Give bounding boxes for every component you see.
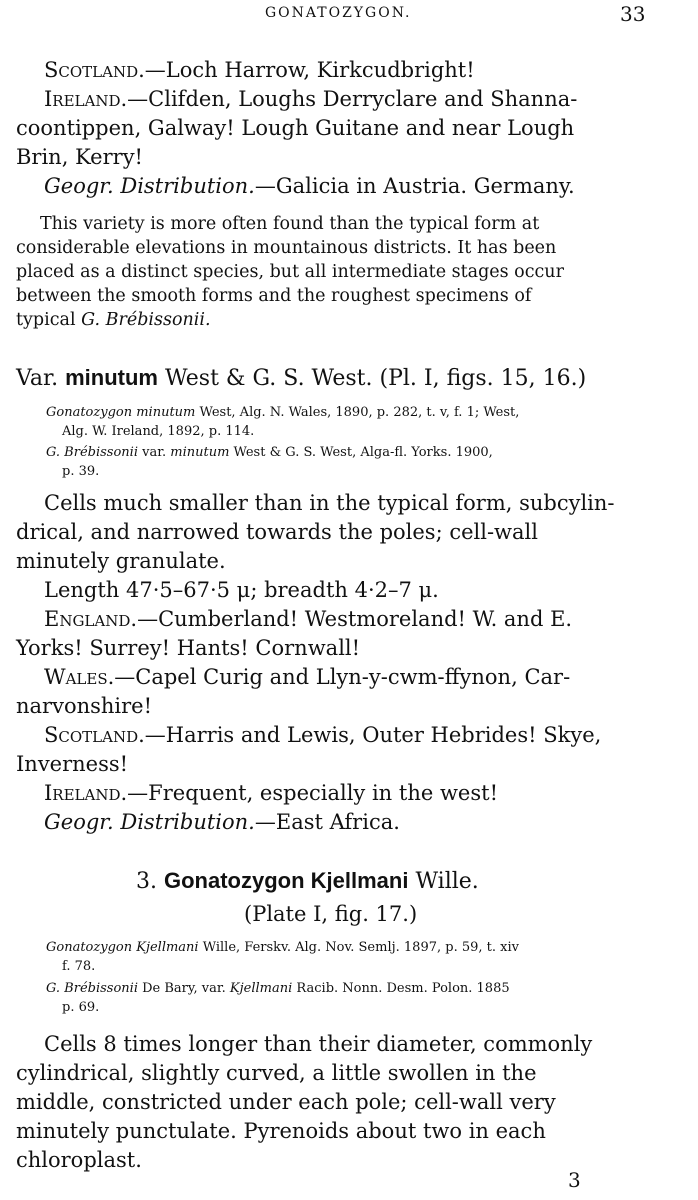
scotland-text: —Harris and Lewis, Outer Hebrides! Skye, [144, 723, 602, 747]
synonym-citation: West & G. S. West, Alga-fl. Yorks. 1900, [229, 445, 493, 460]
scotland-label: Scotland. [44, 723, 145, 747]
species-3-synonym-2-line1 [46, 981, 510, 996]
geogr-distribution-2 [44, 810, 400, 834]
scotland-record [44, 58, 475, 82]
wales-label: Wales. [44, 665, 115, 689]
note-line-2: considerable elevations in mountainous districts. It has been [16, 238, 557, 258]
note-line-1: This variety is more often found than the typical form at [40, 214, 540, 234]
scotland-record-line1 [44, 723, 601, 747]
synonym-epithet: minutum [170, 445, 230, 460]
geogr-text: —Galicia in Austria. Germany. [254, 174, 575, 198]
geogr-text: —East Africa. [254, 810, 400, 834]
note-line-3: placed as a distinct species, but all intermediate stages occur [16, 262, 564, 282]
geogr-distribution [44, 174, 575, 198]
note-text: typical [16, 310, 82, 330]
species-3-synonym-1-line2: f. 78. [62, 959, 96, 974]
ireland-text-1: —Clifden, Loughs Derryclare and Shanna- [127, 87, 578, 111]
wales-text: —Capel Curig and Llyn-y-cwm-ffynon, Car- [114, 665, 571, 689]
species-3-description-2: cylindrical, slightly curved, a little swollen in the [16, 1061, 537, 1085]
scotland-text: —Loch Harrow, Kirkcudbright! [144, 58, 475, 82]
synonym-2-line2: p. 39. [62, 464, 100, 479]
geogr-label: Geogr. Distribution. [44, 174, 255, 198]
england-record-line1 [44, 607, 572, 631]
geogr-label: Geogr. Distribution. [44, 810, 255, 834]
signature-mark: 3 [568, 1168, 581, 1192]
synonym-epithet: Kjellmani [229, 981, 293, 996]
synonym-1-line2: Alg. W. Ireland, 1892, p. 114. [62, 424, 255, 439]
running-title: GONATOZYGON. [265, 5, 412, 21]
var-name: minutum [65, 365, 158, 390]
england-text: —Cumberland! Westmoreland! W. and E. [137, 607, 573, 631]
species-name: Gonatozygon Kjellmani [163, 868, 409, 893]
note-line-4: between the smooth forms and the roughest specimens of [16, 286, 532, 306]
wales-record-line1 [44, 665, 570, 689]
synonym-citation: Racib. Nonn. Desm. Polon. 1885 [292, 981, 510, 996]
scotland-label: Scotland. [44, 58, 145, 82]
synonym-name: Gonatozygon minutum [46, 405, 196, 420]
species-name: G. Brébissonii. [81, 310, 211, 330]
ireland-record [44, 781, 498, 805]
dimensions: Length 47·5–67·5 μ; breadth 4·2–7 μ. [44, 578, 439, 602]
wales-record-line2: narvonshire! [16, 694, 153, 718]
synonym-name: G. Brébissonii [46, 981, 138, 996]
description-line-2: drical, and narrowed towards the poles; cell-wall [16, 520, 538, 544]
scotland-record-line2: Inverness! [16, 752, 129, 776]
page-number: 33 [620, 2, 646, 26]
description-line-1: Cells much smaller than in the typical form, subcylin- [44, 491, 615, 515]
synonym-citation: Wille, Ferskv. Alg. Nov. Semlj. 1897, p. 59, t. xiv [198, 940, 519, 955]
var-prefix: Var. [16, 366, 66, 391]
plate-reference: (Plate I, fig. 17.) [244, 902, 418, 926]
species-3-description-3: middle, constricted under each pole; cell-wall very [16, 1090, 556, 1114]
england-label: England. [44, 607, 138, 631]
ireland-label: Ireland. [44, 781, 128, 805]
species-3-description-4: minutely punctulate. Pyrenoids about two in each [16, 1119, 546, 1143]
var-author: West & G. S. West. (Pl. I, figs. 15, 16.) [157, 366, 587, 391]
species-3-synonym-2-line2: p. 69. [62, 1000, 100, 1015]
synonym-name: G. Brébissonii [46, 445, 138, 460]
synonym-rank: var. [137, 445, 171, 460]
ireland-text: —Frequent, especially in the west! [127, 781, 499, 805]
species-3-synonym-1-line1 [46, 940, 519, 955]
england-record-line2: Yorks! Surrey! Hants! Cornwall! [16, 636, 361, 660]
synonym-rank: De Bary, var. [137, 981, 230, 996]
ireland-record-line2: coontippen, Galway! Lough Guitane and near Lough [16, 116, 575, 140]
species-author: Wille. [408, 869, 479, 894]
species-3-heading [136, 868, 479, 894]
ireland-label: Ireland. [44, 87, 128, 111]
synonym-citation: West, Alg. N. Wales, 1890, p. 282, t. v, f. 1; West, [195, 405, 520, 420]
species-3-description-5: chloroplast. [16, 1148, 142, 1172]
species-number: 3. [136, 869, 164, 894]
species-3-description-1: Cells 8 times longer than their diameter, commonly [44, 1032, 593, 1056]
synonym-1-line1 [46, 405, 519, 420]
synonym-name: Gonatozygon Kjellmani [46, 940, 199, 955]
ireland-record-line1 [44, 87, 577, 111]
note-line-5 [16, 310, 211, 330]
ireland-record-line3: Brin, Kerry! [16, 145, 143, 169]
var-minutum-heading [16, 365, 586, 391]
synonym-2-line1 [46, 445, 493, 460]
description-line-3: minutely granulate. [16, 549, 226, 573]
